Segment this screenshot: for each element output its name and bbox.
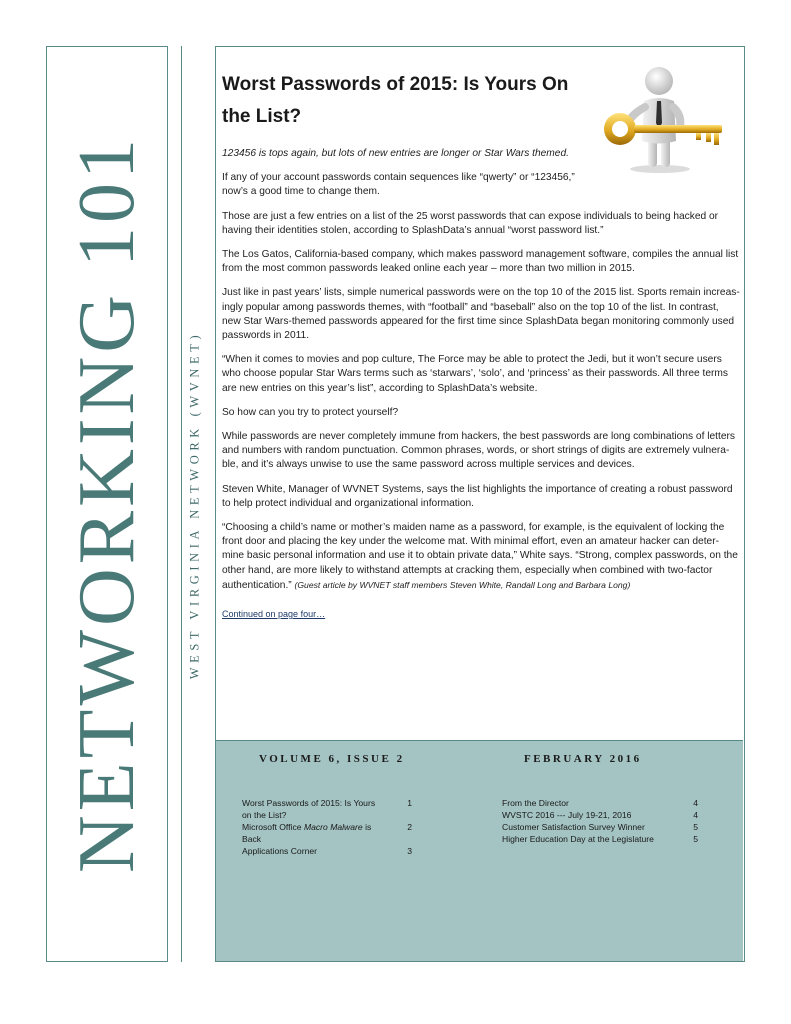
toc-item[interactable] (502, 809, 698, 821)
toc-list-right (502, 797, 698, 845)
toc-item-label: Worst Passwords of 2015: Is Yours on the List? (242, 798, 376, 820)
toc-item-label: Higher Education Day at the Legislature (502, 834, 654, 844)
person-holding-key-illustration-icon (598, 57, 730, 175)
table-of-contents (216, 740, 743, 961)
toc-item-label (242, 821, 382, 845)
toc-item[interactable] (242, 797, 412, 821)
toc-item-label: WVSTC 2016 --- July 19-21, 2016 (502, 810, 632, 820)
article-paragraph: Steven White, Manager of WVNET Systems, says the list highlights the importance of creating a robust password to help protect individual and organizational information. (222, 483, 733, 509)
masthead-title: NETWORKING 101 (63, 134, 151, 874)
toc-item-label-prefix: Microsoft Office (242, 822, 304, 832)
issue-date: FEBRUARY 2016 (524, 753, 642, 765)
article-paragraph: So how can you try to protect yourself? (222, 406, 399, 418)
article-paragraph: Just like in past years’ lists, simple numerical passwords were on the top 10 of the 2015 list. Sports remain increas-ingly popular among passwords themes, with “football” and “baseball” also on the top 10 of the list. In contrast, new Star Wars-themed passwords appeared for the first time since SplashData began monitoring commonly used passwords in 2011. (222, 287, 740, 342)
article-paragraph: While passwords are never completely immune from hackers, the best passwords are long combinations of letters and numbers with random punctuation. Common phrases, words, or short strings of digits are extremely vulnera-ble, and it’s always unwise to use the same password across multiple services and devices. (222, 431, 735, 471)
toc-item[interactable] (502, 797, 698, 809)
article-paragraph: “When it comes to movies and pop culture, The Force may be able to protect the Jedi, but it won’t secure users who choose popular Star Wars terms such as ‘starwars’, ‘solo’, and ‘princess’ as their passwords. All three terms are new entries on this year’s list”, according to SplashData’s website. (222, 354, 728, 394)
toc-item-label: From the Director (502, 798, 569, 808)
toc-list-left (242, 797, 412, 857)
masthead-subtitle: WEST VIRGINIA NETWORK (WVNET) (187, 330, 202, 680)
toc-item-page: 5 (693, 822, 698, 832)
issue-volume: VOLUME 6, ISSUE 2 (259, 753, 405, 765)
toc-item[interactable] (502, 821, 698, 833)
toc-item[interactable] (242, 845, 412, 857)
toc-item-label: Customer Satisfaction Survey Winner (502, 822, 645, 832)
article-credit: (Guest article by WVNET staff members Steven White, Randall Long and Barbara Long) (294, 579, 631, 590)
content-panel (215, 46, 745, 962)
article-paragraph: “Choosing a child’s name or mother’s maiden name as a password, for example, is the equivalent of locking the front door and placing the key under the welcome mat. With minimal effort, even an amateur hacker can deter-mine basic personal information and use it to obtain private data,” White says. “Strong, complex passwords, on the other hand, are more likely to withstand attempts at cracking them, especially when combined with two-factor authentication.” (222, 522, 738, 591)
toc-item-label-suffix: is Back (242, 822, 372, 844)
masthead-panel (46, 46, 168, 962)
article-lede: 123456 is tops again, but lots of new entries are longer or Star Wars themed. (222, 148, 569, 159)
article-paragraph: The Los Gatos, California-based company, which makes password management software, compiles the annual list from the most common passwords leaked online each year – more than two million in 2015. (222, 249, 739, 275)
toc-item-page: 5 (693, 834, 698, 844)
toc-item-label-emphasis: Macro Malware (303, 822, 363, 832)
article-paragraph-with-credit (222, 521, 740, 593)
masthead-divider (181, 46, 182, 962)
toc-item-page: 2 (407, 822, 412, 832)
article-paragraph: Those are just a few entries on a list of the 25 worst passwords that can expose individuals to being hacked or having their identities stolen, according to SplashData’s annual “worst password list.” (222, 210, 719, 236)
toc-item[interactable] (242, 821, 412, 845)
article-title: Worst Passwords of 2015: Is Yours On the List? (222, 74, 569, 127)
toc-item[interactable] (502, 833, 698, 845)
toc-item-page: 1 (407, 798, 412, 808)
toc-item-page: 4 (693, 798, 698, 808)
toc-item-page: 3 (407, 846, 412, 856)
toc-item-page: 4 (693, 810, 698, 820)
continued-link[interactable]: Continued on page four… (222, 609, 326, 620)
toc-item-label: Applications Corner (242, 846, 317, 856)
article-paragraph: If any of your account passwords contain sequences like “qwerty” or “123456,” now’s a good time to change them. (222, 172, 575, 198)
